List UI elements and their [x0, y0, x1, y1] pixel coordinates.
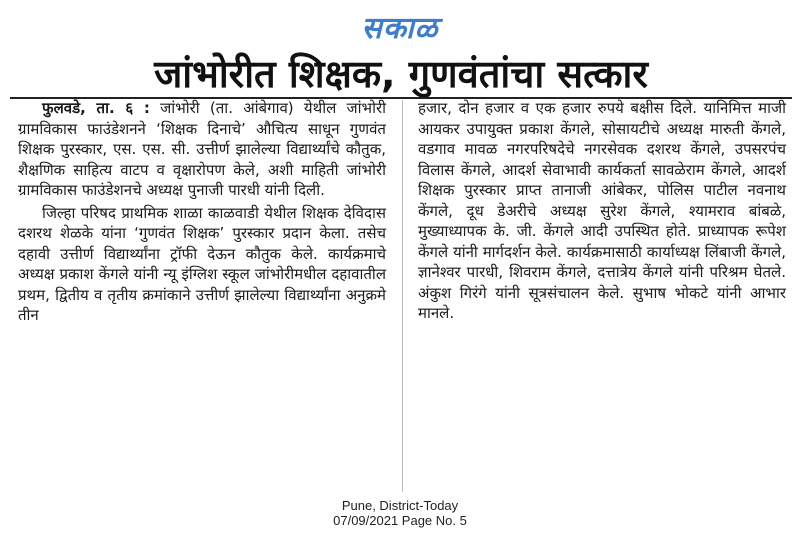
article-paragraph: हजार, दोन हजार व एक हजार रुपये बक्षीस दिले. यानिमित्त माजी आयकर उपायुक्त प्रकाश केंगले, सोसायटीचे अध्यक्ष मारुती केंगले, वडगाव मावळ नगरपरिषदेचे नगरसेवक दशरथ केंगले, उपसरपंच विलास केंगले, आदर्श सेवाभावी कार्यकर्ता सावळेराम केंगले, आदर्श शिक्षक पुरस्कार प्राप्त तानाजी आंबेकर, पोलिस पाटील नवनाथ केंगले, दूध डेअरीचे अध्यक्ष सुरेश केंगले, श्यामराव बांबळे, मुख्याध्यापक के. जी. केंगले आदी उपस्थित होते. प्राध्यापक रूपेश केंगले यांनी मार्गदर्शन केले. कार्यक्रमासाठी कार्याध्यक्ष लिंबाजी केंगले, ज्ञानेश्वर पारधी, शिवराम केंगले, दत्तात्रेय केंगले यांनी परिश्रम घेतले. अंकुश गिरंगे यांनी सूत्रसंचालन केले. सुभाष भोकटे यांनी आभार मानले.: [418, 99, 786, 322]
column-divider: [402, 100, 403, 492]
article-paragraph: [18, 98, 386, 201]
footer-date-page: 07/09/2021 Page No. 5: [333, 513, 467, 528]
article-paragraph: जिल्हा परिषद प्राथमिक शाळा काळवाडी येथील शिक्षक देविदास दशरथ शेळके यांना ‘गुणवंत शिक्षक’ पुरस्कार प्रदान केला. तसेच दहावी उत्तीर्ण विद्यार्थ्यांना ट्रॉफी देऊन कौतुक केले. कार्यक्रमाचे अध्यक्ष प्रकाश केंगले यांनी न्यू इंग्लिश स्कूल जांभोरीमधील दहावातील प्रथम, द्वितीय व तृतीय क्रमांकाने उत्तीर्ण झालेल्या विद्यार्थ्यांना अनुक्रमे तीन: [18, 203, 386, 324]
footer-edition: Pune, District-Today: [341, 498, 459, 513]
article-text: जांभोरी (ता. आंबेगाव) येथील जांभोरी ग्रामविकास फाउंडेशनने ‘शिक्षक दिनाचे’ औचित्य साधून गुणवंत शिक्षक पुरस्कार, एस. एस. सी. उत्तीर्ण झालेल्या विद्यार्थ्यांचे कौतुक, शैक्षणिक साहित्य वाटप व वृक्षारोपण केले, अशी माहिती जांभोरी ग्रामविकास फाउंडेशनचे अध्यक्ष पुनाजी पारधी यांनी दिली.: [18, 99, 386, 199]
newspaper-masthead: सकाळ: [361, 11, 439, 46]
article-dateline: फुलवडे, ता. ६ :: [42, 99, 150, 117]
article-headline: जांभोरीत शिक्षक, गुणवंतांचा सत्कार: [154, 52, 648, 96]
article-column-right: [418, 98, 786, 326]
article-column-left: [18, 98, 386, 328]
